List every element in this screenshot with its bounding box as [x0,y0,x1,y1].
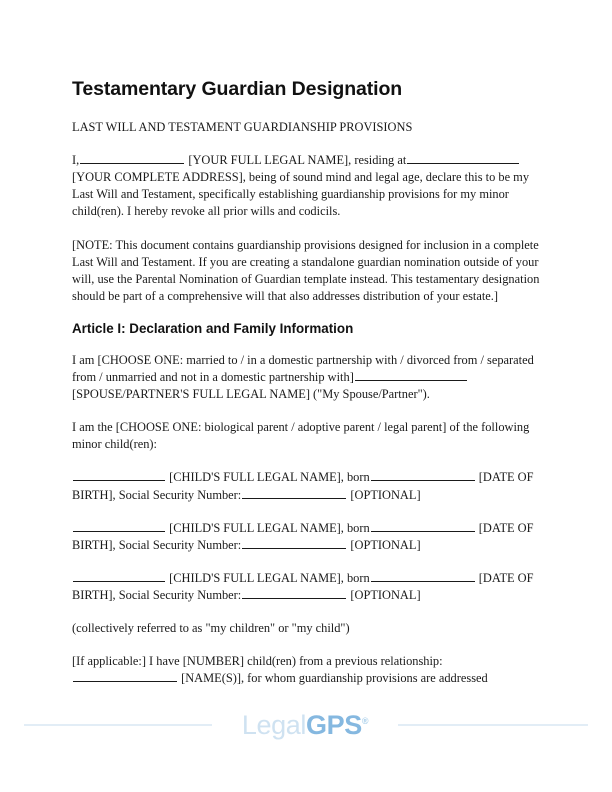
footer-rule-right [398,724,588,726]
previous-relationship-paragraph [72,653,542,687]
marital-status-text-tail: [SPOUSE/PARTNER'S FULL LEGAL NAME] ("My Spouse/Partner"). [72,387,430,402]
child-ssn-blank [242,487,346,498]
document-body [72,78,542,703]
child-name-blank [73,470,165,481]
page-title: Testamentary Guardian Designation [72,78,403,100]
marital-status-paragraph [72,352,542,403]
child-line-c-text: [OPTIONAL] [350,537,421,552]
collective-reference-paragraph: (collectively referred to as "my children" or "my child") [72,621,350,636]
child-entry-1 [72,469,542,503]
name-blank [80,153,184,164]
legalgps-logo [241,709,369,740]
footer-rule-left [24,724,212,726]
declaration-text-tail: [YOUR COMPLETE ADDRESS], being of sound mind and legal age, declare this to be my Last Will and Testament, specifically establishing guardianship provisions for my minor child(ren). I hereby revoke all prior wills and codicils. [72,170,530,219]
child-ssn-blank [242,538,346,549]
child-dob-blank [371,520,475,531]
logo-text-legal: Legal [241,709,306,740]
registered-trademark-icon: ® [361,715,369,726]
child-line-c-text: [OPTIONAL] [350,487,421,502]
child-line-a-text: [CHILD'S FULL LEGAL NAME], born [169,570,370,585]
child-ssn-blank [242,588,346,599]
page-footer [0,703,612,747]
child-line-a-text: [CHILD'S FULL LEGAL NAME], born [169,470,370,485]
declaration-text-lead: I, [72,153,80,168]
previous-child-name-blank [73,671,177,682]
child-entry-3 [72,570,542,604]
document-subtitle: LAST WILL AND TESTAMENT GUARDIANSHIP PROVISIONS [72,120,413,135]
declaration-paragraph [72,152,542,220]
article-1-heading: Article I: Declaration and Family Information [72,320,354,336]
child-dob-blank [371,571,475,582]
child-name-blank [73,520,165,531]
note-paragraph: [NOTE: This document contains guardianship provisions designed for inclusion in a complete Last Will and Testament. If you are creating a standalone guardian nomination outside of your will, use the Parental Nomination of Guardian template instead. This testamentary designation should be part of a comprehensive will that also addresses distribution of your estate.] [72,237,540,303]
child-line-b-text: [DATE OF BIRTH], Social Security Number: [72,520,534,552]
declaration-text-mid: [YOUR FULL LEGAL NAME], residing at [188,153,407,168]
child-entry-2 [72,520,542,554]
address-blank [407,153,519,164]
marital-status-text: I am [CHOOSE ONE: married to / in a domestic partnership with / divorced from / separated from / unmarried and not in a domestic partnership with] [72,352,534,385]
child-name-blank [73,571,165,582]
previous-relationship-text: [If applicable:] I have [NUMBER] child(ren) from a previous relationship: [72,654,443,669]
spouse-name-blank [355,370,467,381]
child-line-b-text: [DATE OF BIRTH], Social Security Number: [72,470,534,502]
child-line-b-text: [DATE OF BIRTH], Social Security Number: [72,570,534,602]
parent-status-paragraph: I am the [CHOOSE ONE: biological parent / adoptive parent / legal parent] of the following minor child(ren): [72,420,530,452]
child-line-a-text: [CHILD'S FULL LEGAL NAME], born [169,520,370,535]
child-dob-blank [371,470,475,481]
logo-text-gps: GPS [306,709,362,740]
previous-relationship-text-tail: [NAME(S)], for whom guardianship provisions are addressed [181,671,488,686]
child-line-c-text: [OPTIONAL] [350,587,421,602]
